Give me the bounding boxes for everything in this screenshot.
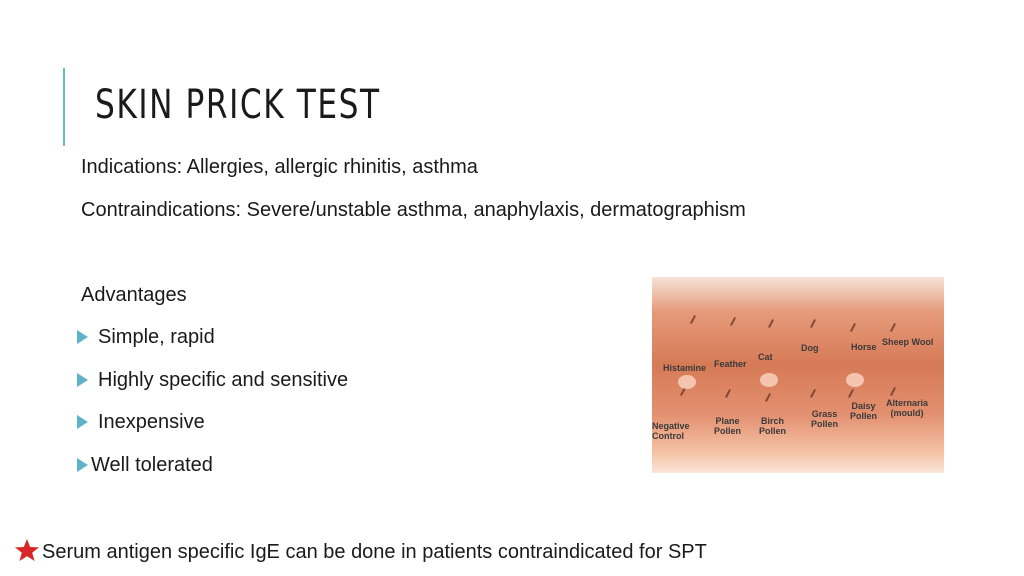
- footer-note-text: Serum antigen specific IgE can be done in patients contraindicated for SPT: [42, 541, 707, 563]
- advantage-item: [77, 411, 205, 434]
- advantage-label: Simple, rapid: [98, 326, 215, 348]
- arrow-bullet-icon: [77, 415, 88, 429]
- photo-label-daisy-pollen: Daisy Pollen: [850, 401, 878, 421]
- photo-label-sheep-wool: Sheep Wool: [882, 337, 934, 347]
- advantages-heading: Advantages: [81, 284, 187, 306]
- photo-label-horse: Horse: [851, 342, 877, 352]
- skin-prick-test-photo: [652, 277, 944, 473]
- prick-mark: [730, 317, 736, 326]
- advantage-label: Highly specific and sensitive: [98, 369, 349, 391]
- photo-label-feather: Feather: [714, 359, 747, 369]
- photo-label-alternaria: Alternaria (mould): [886, 398, 929, 418]
- footer-note: [14, 538, 707, 564]
- photo-label-birch-pollen: Birch Pollen: [759, 416, 787, 436]
- prick-mark: [810, 319, 816, 328]
- photo-label-plane-pollen: Plane Pollen: [714, 416, 742, 436]
- prick-mark: [848, 389, 854, 398]
- photo-label-cat: Cat: [758, 352, 773, 362]
- indications-text: Indications: Allergies, allergic rhinitis, asthma: [81, 156, 478, 178]
- arrow-bullet-icon: [77, 330, 88, 344]
- photo-label-dog: Dog: [801, 343, 819, 353]
- prick-mark: [890, 323, 896, 332]
- title-accent-bar: [63, 68, 65, 146]
- prick-mark: [810, 389, 816, 398]
- photo-label-negative-control: Negative Control: [652, 421, 690, 441]
- advantage-label: Inexpensive: [98, 411, 205, 433]
- prick-mark: [850, 323, 856, 332]
- advantage-item: [77, 454, 213, 477]
- advantage-item: [77, 369, 348, 392]
- prick-mark: [768, 319, 774, 328]
- red-star-icon: [14, 538, 40, 562]
- contraindications-text: Contraindications: Severe/unstable asthma, anaphylaxis, dermatographism: [81, 199, 746, 221]
- arrow-bullet-icon: [77, 458, 88, 472]
- prick-mark: [890, 387, 896, 396]
- photo-label-grass-pollen: Grass Pollen: [811, 409, 839, 429]
- prick-mark: [690, 315, 696, 324]
- prick-mark: [765, 393, 771, 402]
- advantage-label: Well tolerated: [91, 454, 213, 476]
- slide-title: SKIN PRICK TEST: [95, 82, 381, 128]
- wheal: [678, 375, 696, 389]
- photo-label-histamine: Histamine: [663, 363, 707, 373]
- wheal: [760, 373, 778, 387]
- advantage-item: [77, 326, 215, 349]
- prick-mark: [725, 389, 731, 398]
- arrow-bullet-icon: [77, 373, 88, 387]
- wheal: [846, 373, 864, 387]
